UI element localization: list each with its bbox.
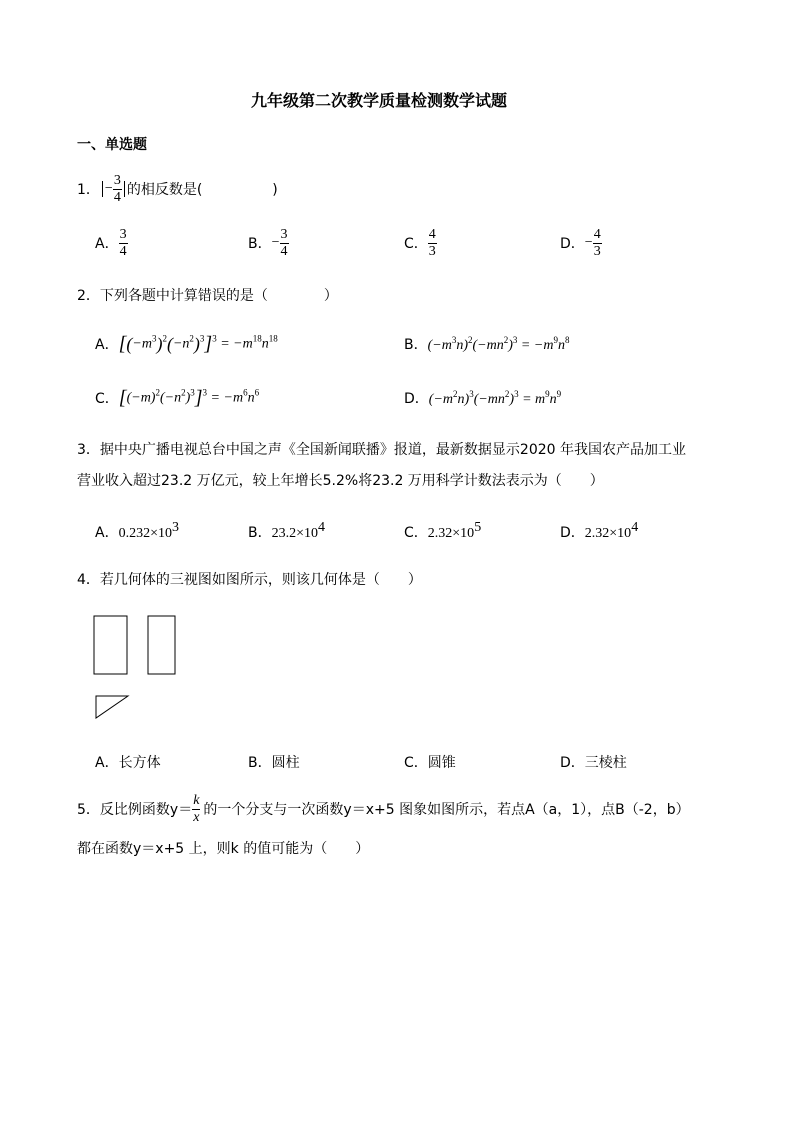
abs-bar-right	[124, 181, 125, 197]
option-label: A．	[95, 337, 119, 353]
q4-option-c[interactable]: C．圆锥	[404, 755, 456, 771]
fraction: $\frac{k}{x}$	[193, 792, 200, 825]
q1-option-b[interactable]	[248, 226, 289, 260]
question-text: 的相反数是( )	[126, 182, 278, 198]
option-label: C．	[95, 391, 119, 407]
exponent: 4	[631, 520, 639, 535]
option-label: C．	[404, 525, 428, 541]
option-value: 0.232×10	[118, 526, 172, 541]
question-1	[77, 172, 278, 206]
math-expression: $(-m^3n)^2(-mn^2)^3 = -m^9n^8$	[427, 334, 570, 353]
q1-option-d[interactable]	[560, 226, 602, 260]
q1-option-a[interactable]	[95, 226, 128, 260]
abs-bar-left	[102, 181, 103, 197]
exponent: 4	[318, 520, 326, 535]
fraction: $\frac{3}{4}$	[119, 226, 127, 259]
question-text: 5．反比例函数y＝	[77, 802, 193, 818]
option-label: B．	[248, 525, 272, 541]
front-view-rect	[94, 616, 127, 674]
option-label: D．	[560, 525, 585, 541]
q3-option-b[interactable]	[248, 520, 325, 542]
question-5-line-2: 都在函数y＝x+5 上，则k 的值可能为（ ）	[77, 841, 370, 857]
question-4: 4．若几何体的三视图如图所示，则该几何体是（ ）	[77, 572, 422, 588]
math-expression: $[(-m)^2(-n^2)^3]^3 = -m^6n^6$	[118, 386, 260, 409]
fraction: $\frac{3}{4}$	[280, 226, 288, 259]
minus-sign: −	[104, 181, 113, 196]
question-text-cont: 的一个分支与一次函数y＝x+5 图象如图所示，若点A（a，1），点B（-2，b）	[203, 802, 690, 818]
fraction: $\frac{3}{4}$	[113, 172, 121, 205]
question-number: 1．	[77, 182, 100, 198]
minus-sign: −	[584, 235, 593, 250]
page-title: 九年级第二次教学质量检测数学试题	[251, 91, 508, 110]
option-label: D．	[560, 236, 585, 252]
three-view-figure	[90, 612, 190, 722]
q3-option-c[interactable]	[404, 520, 481, 542]
question-2: 2．下列各题中计算错误的是（ ）	[77, 288, 338, 304]
fraction: $\frac{4}{3}$	[428, 226, 436, 259]
option-label: B．	[404, 337, 428, 353]
q4-option-a[interactable]: A．长方体	[95, 755, 161, 771]
question-5-line-1	[77, 791, 690, 827]
option-value: 23.2×10	[271, 526, 319, 541]
section-heading: 一、单选题	[77, 137, 147, 153]
option-value: 2.32×10	[584, 526, 632, 541]
exponent: 3	[171, 520, 179, 535]
q4-option-d[interactable]: D．三棱柱	[560, 755, 627, 771]
q2-option-c[interactable]	[95, 384, 259, 412]
question-3-line-1: 3．据中央广播电视总台中国之声《全国新闻联播》报道，最新数据显示2020 年我国农产品加工业	[77, 442, 686, 458]
minus-sign: −	[271, 235, 280, 250]
top-view-triangle	[96, 696, 128, 718]
q1-option-c[interactable]	[404, 226, 437, 260]
option-value: 2.32×10	[427, 526, 475, 541]
q2-option-b[interactable]	[404, 330, 569, 358]
q2-option-d[interactable]	[404, 384, 561, 412]
q4-option-b[interactable]: B．圆柱	[248, 755, 300, 771]
math-expression: $[(-m^3)^2(-n^2)^3]^3 = -m^{18}n^{18}$	[118, 332, 278, 355]
q2-option-a[interactable]	[95, 330, 278, 358]
exponent: 5	[474, 520, 482, 535]
option-label: A．	[95, 525, 119, 541]
math-expression: $(-m^2n)^3(-mn^2)^3 = m^9n^9$	[428, 388, 562, 407]
option-label: B．	[248, 236, 272, 252]
side-view-rect	[148, 616, 175, 674]
option-label: D．	[404, 391, 429, 407]
option-label: C．	[404, 236, 428, 252]
fraction: $\frac{4}{3}$	[593, 226, 601, 259]
question-3-line-2: 营业收入超过23.2 万亿元，较上年增长5.2%将23.2 万用科学计数法表示为（ ）	[77, 473, 604, 489]
q3-option-a[interactable]	[95, 520, 179, 542]
q3-option-d[interactable]	[560, 520, 638, 542]
option-label: A．	[95, 236, 119, 252]
